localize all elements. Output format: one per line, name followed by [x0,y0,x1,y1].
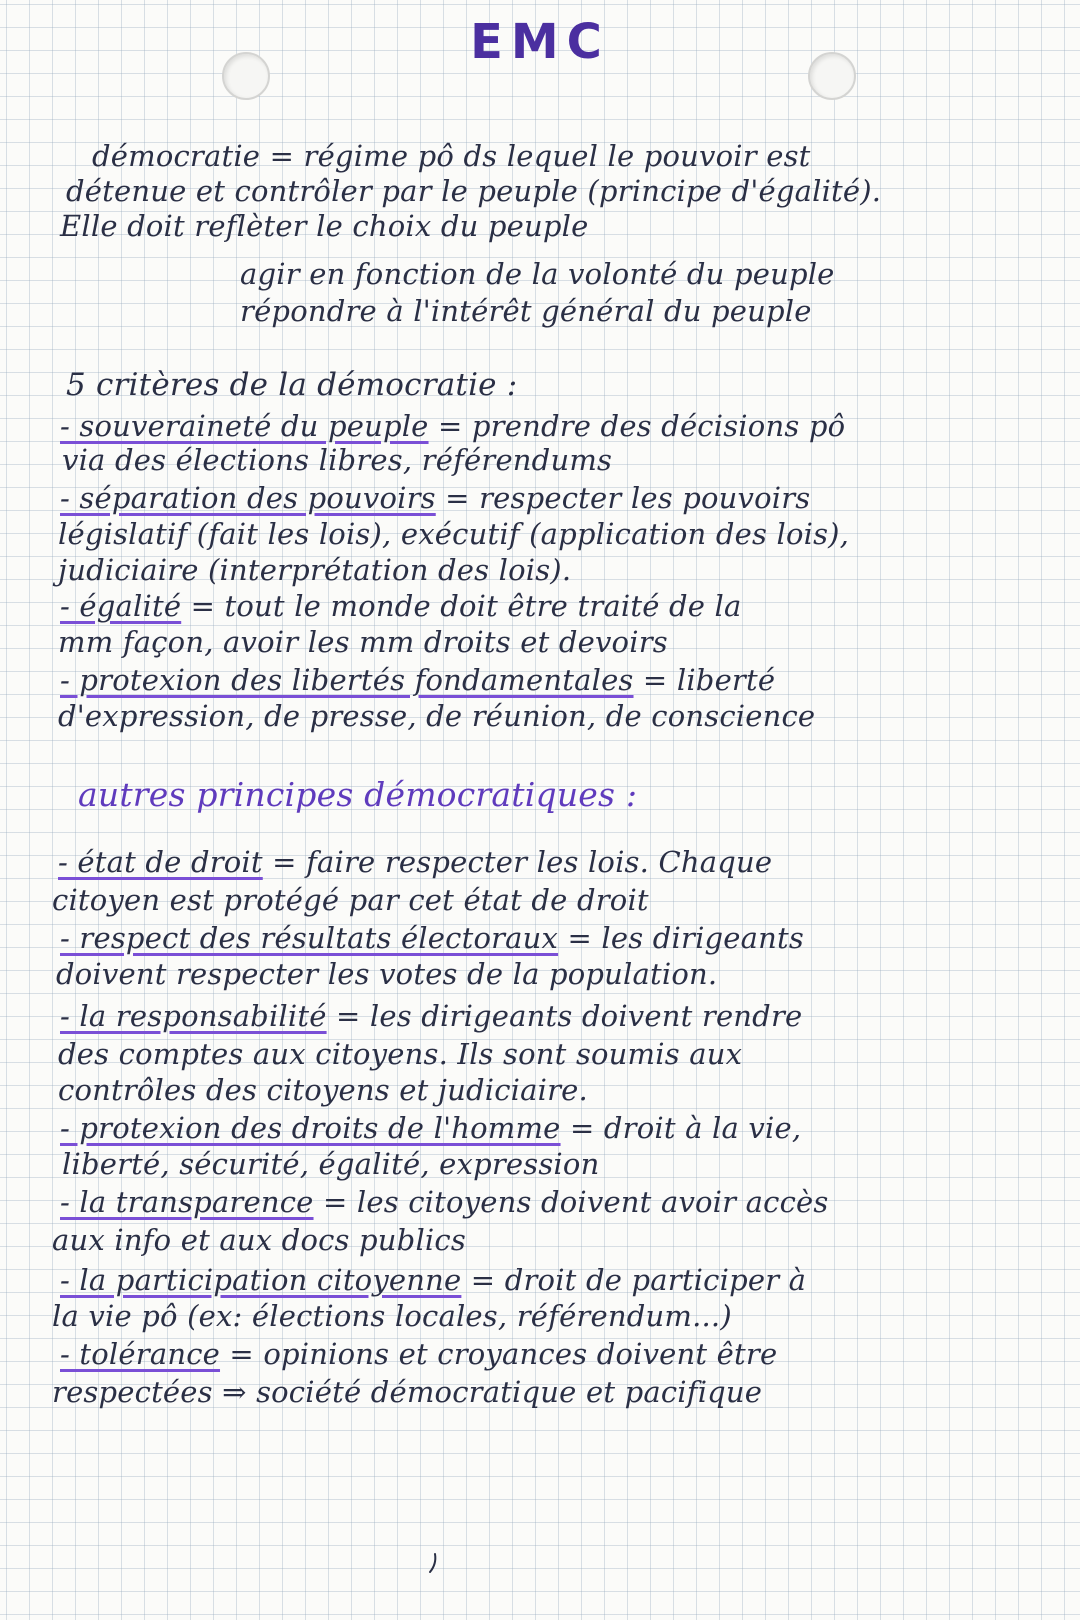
principle-term-3: - la responsabilité [60,999,327,1033]
criteria-item-2-cont-2: judiciaire (interprétation des lois). [58,553,572,587]
criteria-def-3: = tout le monde doit être traité de la [181,589,742,623]
principle-item-4 [60,1111,802,1145]
principle-item-3 [60,999,803,1033]
criteria-item-2 [60,481,811,515]
principle-def-2: = les dirigeants [558,921,804,955]
criteria-item-4 [60,663,776,697]
principle-item-6-cont: la vie pô (ex: élections locales, référendum...) [52,1299,732,1333]
principle-item-5-cont: aux info et aux docs publics [52,1223,466,1257]
criteria-item-1-cont: via des élections libres, référendums [62,443,613,477]
intro-line-3: Elle doit reflèter le choix du peuple [60,209,589,243]
principle-def-5: = les citoyens doivent avoir accès [313,1185,829,1219]
principle-term-7: - tolérance [60,1337,221,1371]
principle-term-4: - protexion des droits de l'homme [60,1111,561,1145]
intro-line-5: répondre à l'intérêt général du peuple [240,294,812,328]
principle-term-2: - respect des résultats électoraux [60,921,559,955]
criteria-item-2-cont-1: législatif (fait les lois), exécutif (application des lois), [58,517,850,551]
principle-def-4: = droit à la vie, [560,1111,802,1145]
principle-item-5 [60,1185,829,1219]
criteria-def-4: = liberté [633,663,776,697]
principle-def-6: = droit de participer à [461,1263,807,1297]
criteria-item-1 [60,409,846,443]
intro-line-4: agir en fonction de la volonté du peuple [240,257,835,291]
criteria-item-3-cont: mm façon, avoir les mm droits et devoirs [58,625,668,659]
principle-def-1: = faire respecter les lois. Chaque [262,845,773,879]
principle-item-2-cont: doivent respecter les votes de la population. [56,957,718,991]
criteria-term-4: - protexion des libertés fondamentales [60,663,634,697]
principle-item-2 [60,921,804,955]
page-title: EMC [470,14,610,70]
criteria-item-3 [60,589,742,623]
principle-term-5: - la transparence [60,1185,314,1219]
criteria-def-2: = respecter les pouvoirs [435,481,811,515]
principle-item-6 [60,1263,807,1297]
principle-item-1 [58,845,773,879]
criteria-term-2: - séparation des pouvoirs [60,481,436,515]
principle-def-7: = opinions et croyances doivent être [220,1337,778,1371]
criteria-def-1: = prendre des décisions pô [428,409,846,443]
principle-item-1-cont: citoyen est protégé par cet état de droit [52,883,649,917]
principle-item-3-cont-1: des comptes aux citoyens. Ils sont soumis aux [58,1037,743,1071]
principle-term-6: - la participation citoyenne [60,1263,462,1297]
principle-item-3-cont-2: contrôles des citoyens et judiciaire. [58,1073,588,1107]
principles-heading: autres principes démocratiques : [78,775,638,814]
principle-item-7-cont: respectées ⇒ société démocratique et pacifique [52,1375,763,1409]
principle-def-3: = les dirigeants doivent rendre [326,999,803,1033]
criteria-heading: 5 critères de la démocratie : [66,367,518,403]
intro-line-1: démocratie = régime pô ds lequel le pouvoir est [92,139,811,173]
principle-item-4-cont: liberté, sécurité, égalité, expression [62,1147,600,1181]
principle-term-1: - état de droit [58,845,263,879]
criteria-term-1: - souveraineté du peuple [60,409,429,443]
criteria-item-4-cont: d'expression, de presse, de réunion, de conscience [58,699,816,733]
pen-stroke-mark [428,1552,438,1574]
intro-line-2: détenue et contrôler par le peuple (principe d'égalité). [66,174,882,208]
principle-item-7 [60,1337,778,1371]
criteria-term-3: - égalité [60,589,182,623]
